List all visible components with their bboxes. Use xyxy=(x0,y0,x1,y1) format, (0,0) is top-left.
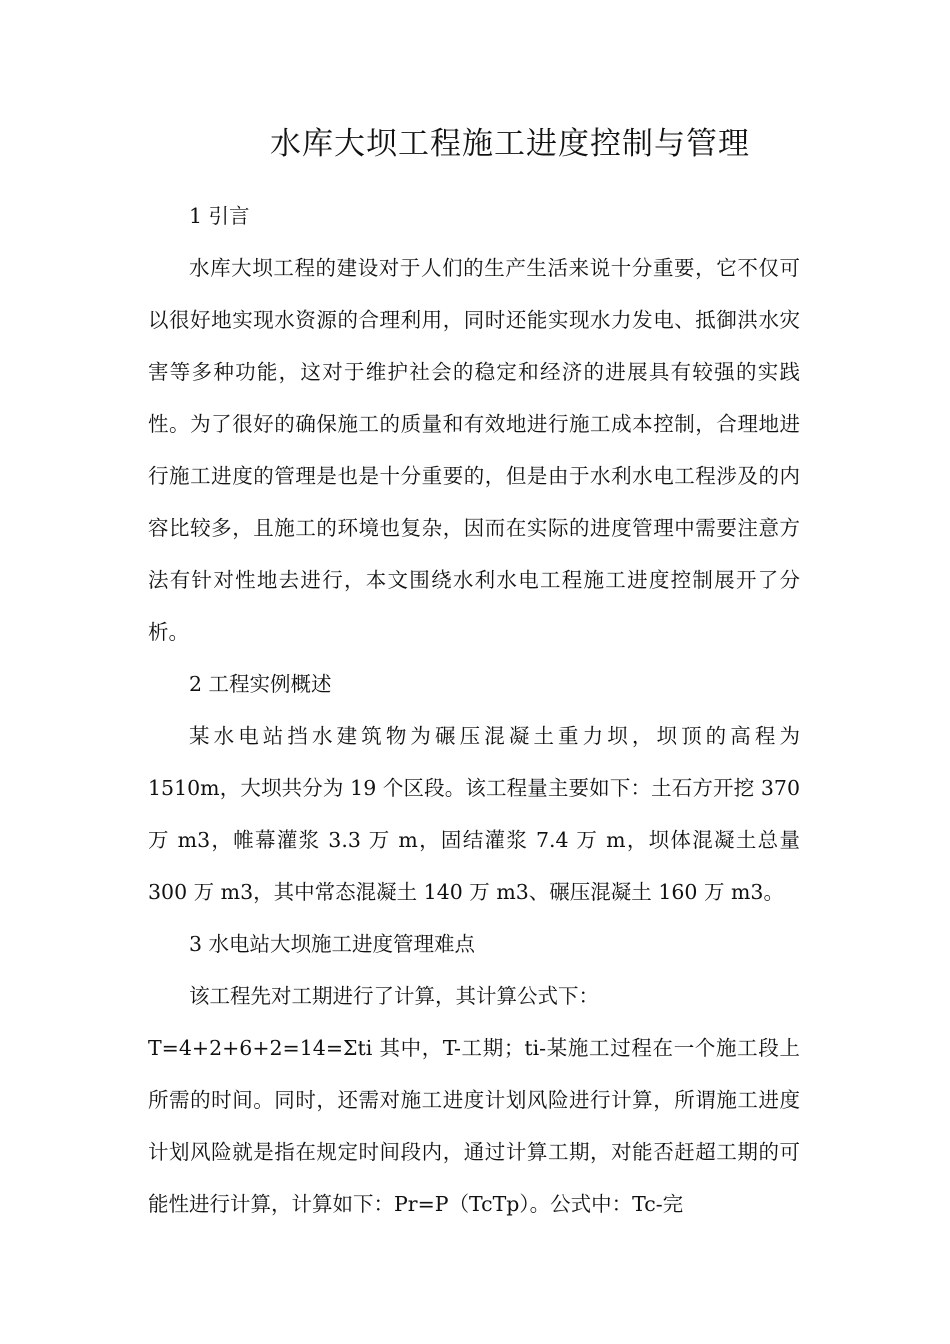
paragraph-project-overview: 某水电站挡水建筑物为碾压混凝土重力坝，坝顶的高程为 1510m，大坝共分为 19 个区段。该工程量主要如下：土石方开挖 370 万 m3，帷幕灌浆 3.3 万 m，固结灌浆 7.4 万 m，坝体混凝土总量 300 万 m3，其中常态混凝土 140 万 m3、碾压混凝土 160 万 m3。 xyxy=(148,724,800,904)
section-heading-schedule-difficulties: 3 水电站大坝施工进度管理难点 xyxy=(189,932,476,956)
section-heading-introduction: 1 引言 xyxy=(189,204,250,228)
document-body xyxy=(148,190,800,1230)
paragraph-formula: T=4+2+6+2=14=Σti 其中，T-工期；ti-某施工过程在一个施工段上所需的时间。同时，还需对施工进度计划风险进行计算，所谓施工进度计划风险就是指在规定时间段内，通过计算工期，对能否赶超工期的可能性进行计算，计算如下：Pr=P（TcTp）。公式中：Tc-完 xyxy=(148,1036,800,1216)
document-title: 水库大坝工程施工进度控制与管理 xyxy=(270,126,750,162)
section-heading-project-overview: 2 工程实例概述 xyxy=(189,672,332,696)
paragraph-formula-intro: 该工程先对工期进行了计算，其计算公式下： xyxy=(189,984,599,1008)
paragraph-introduction: 水库大坝工程的建设对于人们的生产生活来说十分重要，它不仅可以很好地实现水资源的合理利用，同时还能实现水力发电、抵御洪水灾害等多种功能，这对于维护社会的稳定和经济的进展具有较强的实践性。为了很好的确保施工的质量和有效地进行施工成本控制，合理地进行施工进度的管理是也是十分重要的，但是由于水利水电工程涉及的内容比较多，且施工的环境也复杂，因而在实际的进度管理中需要注意方法有针对性地去进行，本文围绕水利水电工程施工进度控制展开了分析。 xyxy=(148,256,800,644)
